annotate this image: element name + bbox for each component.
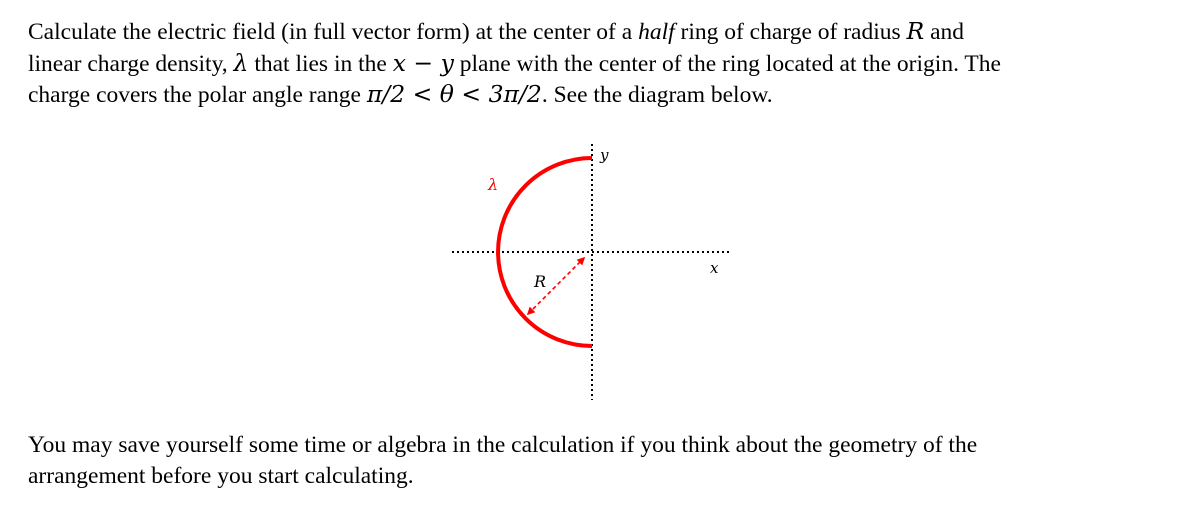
math-angle-range: π/2 < θ < 3π/2	[366, 80, 542, 108]
hint-text	[28, 430, 1178, 491]
problem-text-segment: charge covers the polar angle range	[28, 82, 367, 108]
problem-text-segment: linear charge density,	[28, 50, 234, 77]
problem-text-segment: ring of charge of radius	[674, 19, 907, 45]
problem-text-segment: that lies in the	[248, 50, 393, 77]
x-axis-label: x	[710, 259, 719, 277]
problem-line-3	[28, 79, 1178, 111]
problem-statement	[28, 16, 1178, 111]
math-radius: R	[906, 17, 925, 45]
emphasis-half: half	[638, 19, 675, 45]
problem-line-2	[28, 48, 1178, 80]
problem-text-segment: . See the diagram below.	[541, 82, 773, 108]
problem-text-segment: plane with the center of the ring located at the origin. The	[453, 50, 1001, 77]
lambda-label: λ	[488, 175, 499, 194]
hint-line-1: You may save yourself some time or algebra in the calculation if you think about the geometry of the	[28, 432, 978, 458]
math-xy-plane: x − y	[392, 48, 454, 77]
hint-line-2: arrangement before you start calculating.	[28, 462, 414, 489]
problem-text-segment: and	[924, 19, 965, 45]
half-ring-diagram	[440, 138, 740, 410]
problem-line-1	[28, 16, 1178, 48]
y-axis-label: y	[600, 146, 609, 164]
math-lambda: λ	[233, 48, 249, 77]
radius-label: R	[534, 272, 547, 291]
problem-text-segment: Calculate the electric field (in full vector form) at the center of a	[28, 19, 639, 45]
